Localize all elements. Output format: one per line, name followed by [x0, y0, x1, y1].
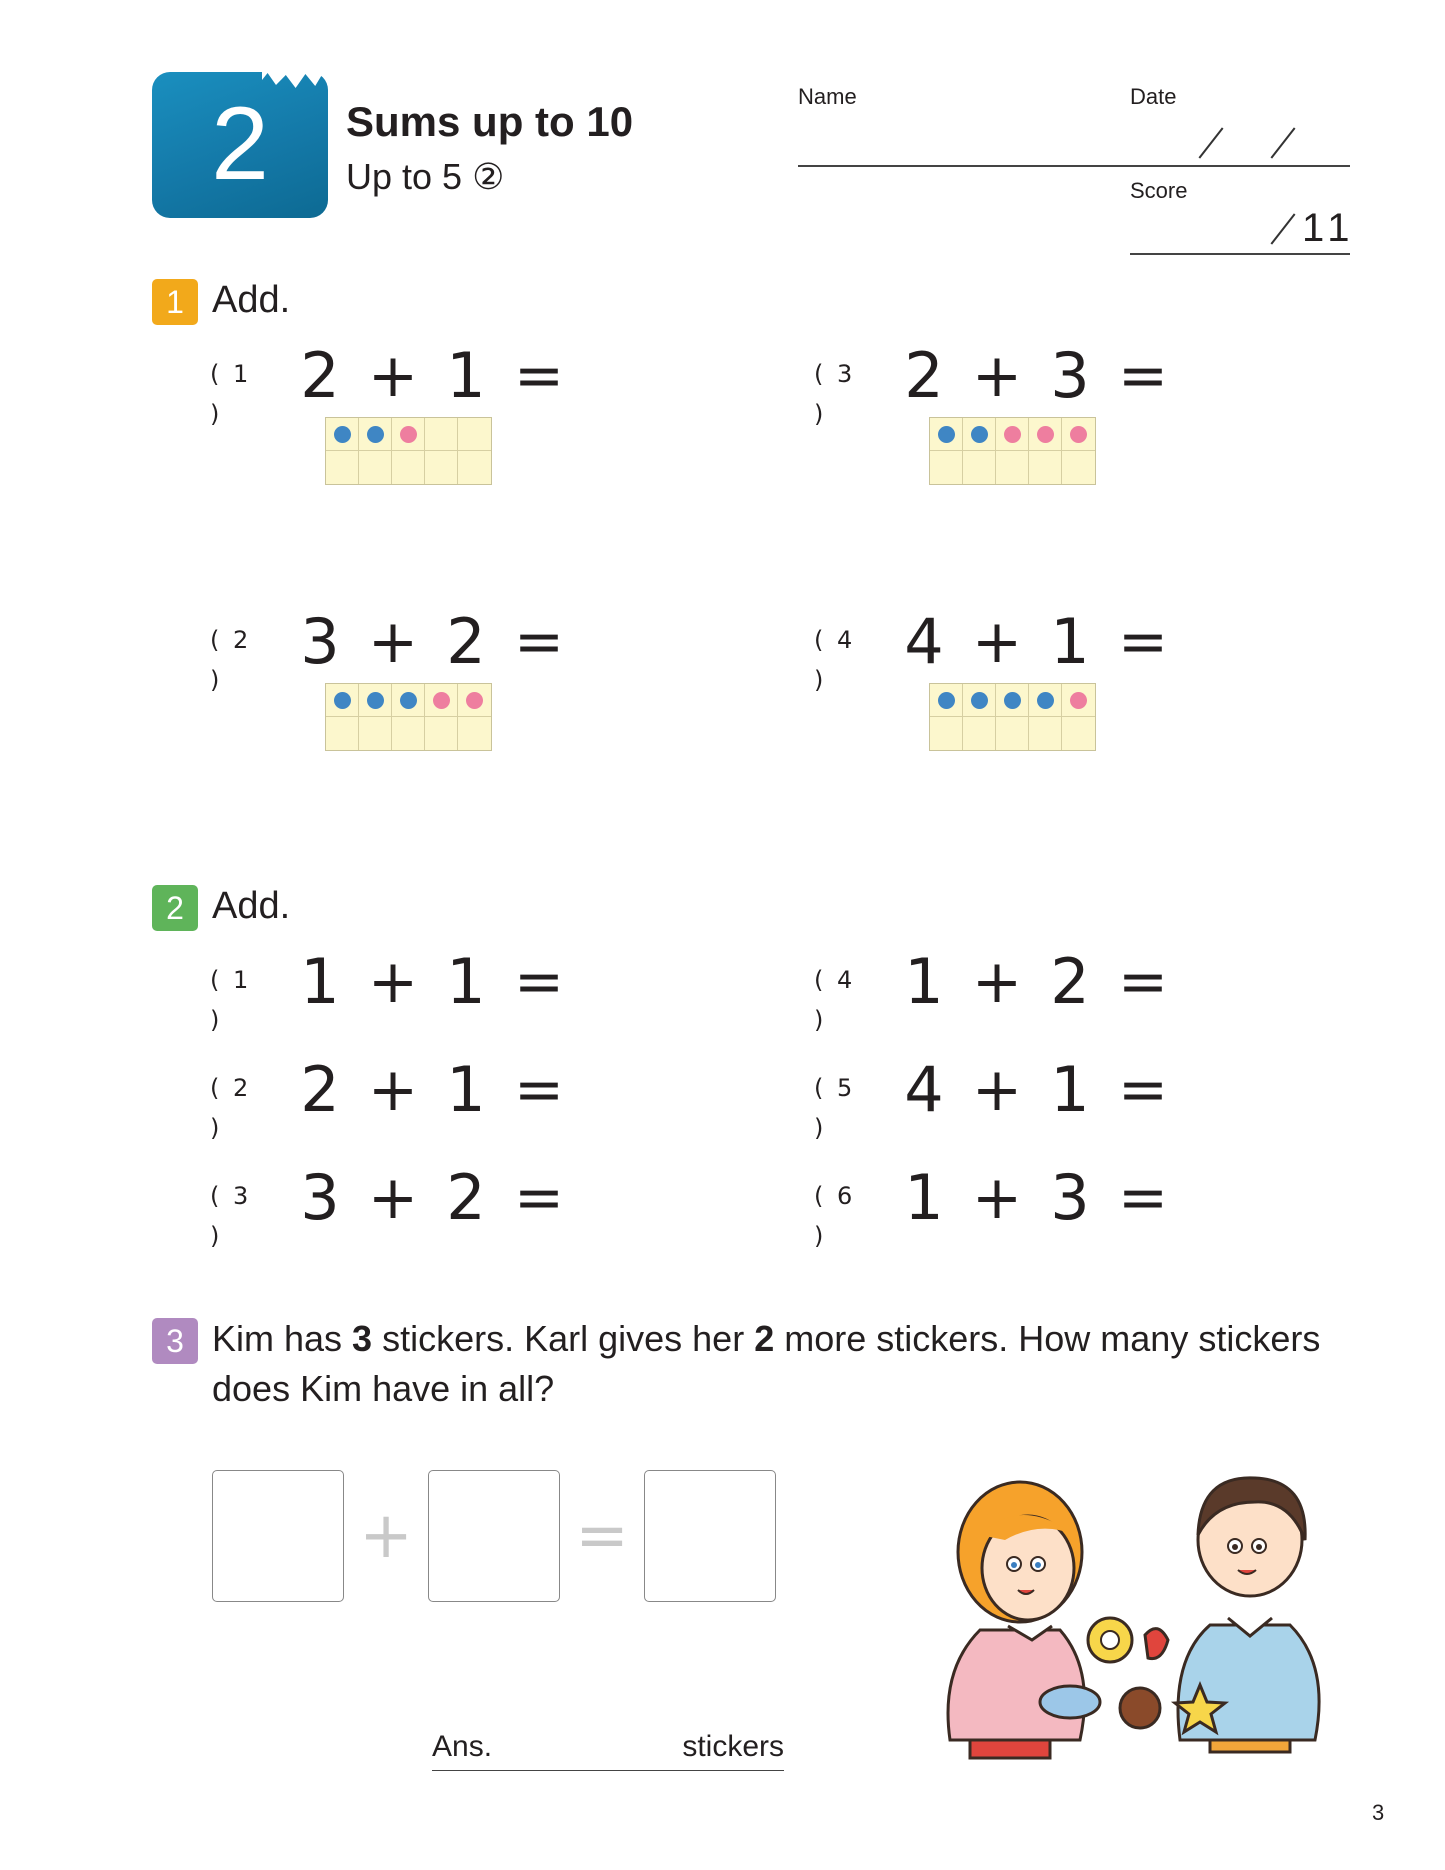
lesson-number: 2 — [211, 86, 269, 202]
equation — [290, 1162, 582, 1234]
addend-b: 1 — [446, 945, 486, 1018]
frame-cell — [1062, 717, 1095, 750]
blue-counter-dot — [1004, 692, 1021, 709]
frame-cell — [1062, 451, 1095, 484]
frame-cell — [930, 684, 963, 717]
pink-counter-dot — [1070, 692, 1087, 709]
equation — [290, 340, 582, 412]
frame-cell — [425, 418, 458, 451]
date-slash-1 — [1199, 127, 1224, 158]
blue-counter-dot — [367, 692, 384, 709]
plus-sign: + — [971, 607, 1023, 677]
date-slash-2 — [1271, 127, 1296, 158]
equals-sign: = — [1117, 1055, 1169, 1125]
addend-b: 2 — [446, 1161, 486, 1234]
equals-sign: = — [1117, 947, 1169, 1017]
addend-a: 2 — [300, 1053, 340, 1126]
frame-cell — [458, 717, 491, 750]
score-total: 11 — [1302, 206, 1356, 250]
ten-frame — [325, 683, 492, 751]
equation — [894, 340, 1186, 412]
score-label: Score — [1130, 178, 1188, 203]
frame-cell — [458, 684, 491, 717]
name-label: Name — [798, 84, 857, 109]
frame-cell — [963, 418, 996, 451]
section-3-marker: 3 — [152, 1318, 198, 1364]
plus-sign: + — [367, 607, 419, 677]
addend-b: 3 — [1050, 1161, 1090, 1234]
pink-counter-dot — [1004, 426, 1021, 443]
equals-sign: = — [513, 1055, 565, 1125]
frame-cell — [326, 451, 359, 484]
equals-sign: = — [1117, 341, 1169, 411]
plus-sign: + — [971, 341, 1023, 411]
equation — [290, 946, 582, 1018]
pink-counter-dot — [466, 692, 483, 709]
blue-counter-dot — [334, 692, 351, 709]
addend-a: 4 — [904, 605, 944, 678]
frame-cell — [359, 451, 392, 484]
addend-b: 3 — [1050, 339, 1090, 412]
problem-label: ( 2 ) — [210, 626, 252, 694]
addend-b: 1 — [446, 339, 486, 412]
equals-sign: = — [1117, 607, 1169, 677]
pink-counter-dot — [1037, 426, 1054, 443]
plus-sign: + — [359, 1499, 413, 1573]
frame-cell — [425, 717, 458, 750]
answer-line[interactable] — [432, 1730, 784, 1771]
blue-counter-dot — [400, 692, 417, 709]
frame-cell — [326, 717, 359, 750]
text-part-1: Kim has — [212, 1318, 353, 1359]
frame-cell — [425, 451, 458, 484]
frame-cell — [392, 717, 425, 750]
frame-cell — [930, 717, 963, 750]
frame-cell — [963, 717, 996, 750]
frame-cell — [359, 684, 392, 717]
equals-sign: = — [513, 1163, 565, 1233]
page-number: 3 — [1372, 1800, 1385, 1825]
equation — [894, 946, 1186, 1018]
problem-label: ( 5 ) — [814, 1074, 856, 1142]
ten-frame — [929, 417, 1096, 485]
plus-sign: + — [971, 947, 1023, 1017]
blue-counter-dot — [334, 426, 351, 443]
addend-a: 1 — [300, 945, 340, 1018]
addend-a: 3 — [300, 1161, 340, 1234]
frame-cell — [1029, 451, 1062, 484]
lesson-title: Sums up to 10 — [346, 98, 634, 145]
frame-cell — [392, 451, 425, 484]
addend-a: 2 — [904, 339, 944, 412]
blue-counter-dot — [938, 426, 955, 443]
problem-label: ( 1 ) — [210, 360, 252, 428]
addend-a: 3 — [300, 605, 340, 678]
problem-label: ( 3 ) — [210, 1182, 252, 1250]
section-2-title: Add. — [212, 885, 291, 927]
frame-cell — [1062, 418, 1095, 451]
pink-counter-dot — [433, 692, 450, 709]
addend-a: 1 — [904, 945, 944, 1018]
problem-label: ( 3 ) — [814, 360, 856, 428]
plus-sign: + — [971, 1163, 1023, 1233]
ans-label: Ans. — [432, 1730, 493, 1763]
addend-a: 4 — [904, 1053, 944, 1126]
problem-label: ( 4 ) — [814, 966, 856, 1034]
equation — [894, 606, 1186, 678]
section-1-marker: 1 — [152, 279, 198, 325]
equation — [894, 1054, 1186, 1126]
frame-cell — [326, 418, 359, 451]
ten-frame — [929, 683, 1096, 751]
equation — [290, 1054, 582, 1126]
frame-cell — [996, 717, 1029, 750]
answer-box-3[interactable] — [644, 1470, 776, 1602]
blue-counter-dot — [938, 692, 955, 709]
equation — [894, 1162, 1186, 1234]
frame-cell — [425, 684, 458, 717]
addend-a: 1 — [904, 1161, 944, 1234]
blue-counter-dot — [971, 426, 988, 443]
equals-sign: = — [513, 341, 565, 411]
blue-counter-dot — [367, 426, 384, 443]
date-label: Date — [1130, 84, 1177, 109]
addend-b: 2 — [1050, 945, 1090, 1018]
ans-unit: stickers — [682, 1730, 784, 1763]
plus-sign: + — [367, 1163, 419, 1233]
text-part-2: stickers. Karl gives her — [372, 1318, 755, 1359]
ten-frame — [325, 417, 492, 485]
blue-counter-dot — [971, 692, 988, 709]
equals-sign: = — [513, 607, 565, 677]
frame-cell — [963, 684, 996, 717]
addend-b: 1 — [1050, 605, 1090, 678]
frame-cell — [1029, 684, 1062, 717]
equation-boxes — [212, 1470, 776, 1602]
section-1-title: Add. — [212, 279, 291, 321]
blue-counter-dot — [1037, 692, 1054, 709]
plus-sign: + — [367, 341, 419, 411]
answer-box-1[interactable] — [212, 1470, 344, 1602]
frame-cell — [326, 684, 359, 717]
bear-sticker — [1120, 1688, 1160, 1728]
score-slash — [1271, 213, 1296, 244]
lesson-badge — [152, 72, 328, 218]
text-part-3: more stickers. How many stickers does Kim have in all? — [212, 1318, 1321, 1409]
word-problem-text — [212, 1314, 1352, 1414]
frame-cell — [458, 418, 491, 451]
frame-cell — [392, 684, 425, 717]
name-date-line[interactable] — [798, 165, 1350, 167]
equation — [290, 606, 582, 678]
pink-counter-dot — [1070, 426, 1087, 443]
pink-counter-dot — [400, 426, 417, 443]
frame-cell — [359, 418, 392, 451]
frame-cell — [1029, 717, 1062, 750]
cloud-sticker — [1040, 1686, 1100, 1718]
frame-cell — [930, 451, 963, 484]
frame-cell — [392, 418, 425, 451]
number-2: 2 — [754, 1318, 775, 1359]
equals-sign: = — [1117, 1163, 1169, 1233]
addend-b: 1 — [1050, 1053, 1090, 1126]
section-2-marker: 2 — [152, 885, 198, 931]
frame-cell — [359, 717, 392, 750]
equals-sign: = — [575, 1499, 629, 1573]
problem-label: ( 4 ) — [814, 626, 856, 694]
plus-sign: + — [367, 947, 419, 1017]
addend-b: 1 — [446, 1053, 486, 1126]
number-3: 3 — [352, 1318, 373, 1359]
strawberry-sticker — [1145, 1629, 1168, 1659]
score-line[interactable] — [1130, 253, 1350, 255]
problem-label: ( 1 ) — [210, 966, 252, 1034]
plus-sign: + — [367, 1055, 419, 1125]
frame-cell — [996, 418, 1029, 451]
frame-cell — [963, 451, 996, 484]
addend-a: 2 — [300, 339, 340, 412]
frame-cell — [996, 451, 1029, 484]
frame-cell — [1029, 418, 1062, 451]
equals-sign: = — [513, 947, 565, 1017]
frame-cell — [996, 684, 1029, 717]
frame-cell — [930, 418, 963, 451]
kids-with-stickers-illustration — [910, 1440, 1350, 1760]
frame-cell — [458, 451, 491, 484]
plus-sign: + — [971, 1055, 1023, 1125]
problem-label: ( 2 ) — [210, 1074, 252, 1142]
frame-cell — [1062, 684, 1095, 717]
lesson-subtitle: Up to 5 ② — [346, 156, 505, 197]
badge-bite-decoration — [262, 68, 332, 88]
addend-b: 2 — [446, 605, 486, 678]
answer-box-2[interactable] — [428, 1470, 560, 1602]
problem-label: ( 6 ) — [814, 1182, 856, 1250]
